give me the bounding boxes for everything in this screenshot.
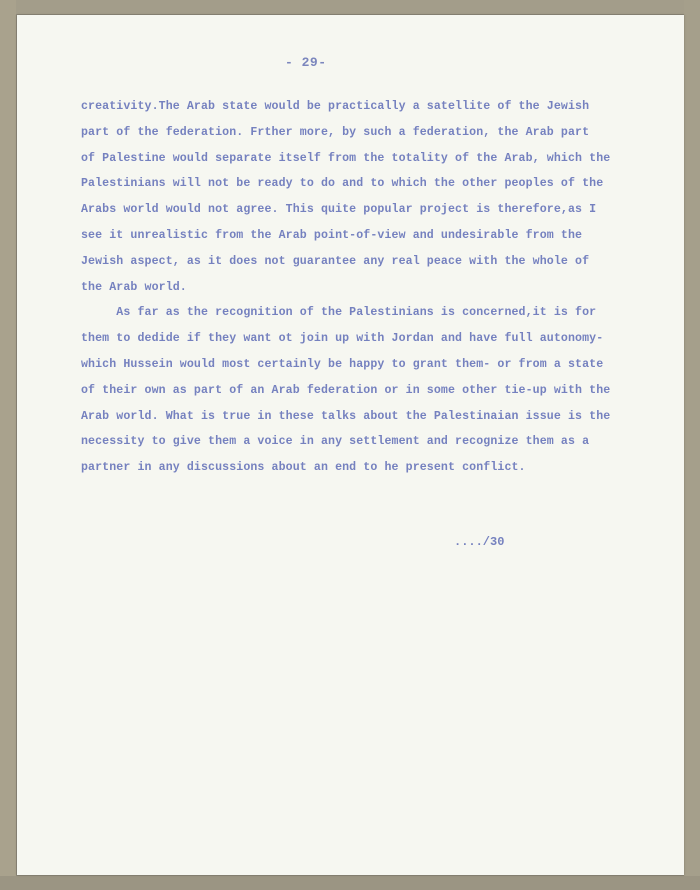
continuation-marker: ..../30 bbox=[454, 535, 505, 549]
text-line: partner in any discussions about an end to he present conflict. bbox=[81, 461, 526, 475]
text-line: Arabs world would not agree. This quite popular project is therefore,as I bbox=[81, 203, 597, 217]
text-line: of their own as part of an Arab federation or in some other tie-up with the bbox=[81, 383, 611, 397]
body-text bbox=[81, 94, 681, 481]
text-line: necessity to give them a voice in any settlement and recognize them as a bbox=[81, 435, 590, 449]
scan-border-top bbox=[0, 0, 700, 14]
scan-border-bottom bbox=[0, 876, 700, 890]
text-line: Palestinians will not be ready to do and to which the other peoples of the bbox=[81, 177, 604, 191]
text-line: them to dedide if they want ot join up with Jordan and have full autonomy- bbox=[81, 332, 604, 346]
text-line: the Arab world. bbox=[81, 280, 187, 294]
text-line: which Hussein would most certainly be happy to grant them- or from a state bbox=[81, 357, 604, 371]
scan-border-left bbox=[0, 0, 16, 890]
text-line: see it unrealistic from the Arab point-of-view and undesirable from the bbox=[81, 228, 583, 242]
text-line: of Palestine would separate itself from the totality of the Arab, which the bbox=[81, 151, 611, 165]
page-number: - 29- bbox=[285, 55, 327, 70]
text-line: Jewish aspect, as it does not guarantee any real peace with the whole of bbox=[81, 254, 590, 268]
scan-border-right bbox=[684, 0, 700, 890]
document-page bbox=[17, 15, 684, 875]
text-line: As far as the recognition of the Palestinians is concerned,it is for bbox=[81, 306, 597, 320]
text-line: creativity.The Arab state would be practically a satellite of the Jewish bbox=[81, 100, 590, 113]
text-line: part of the federation. Frther more, by such a federation, the Arab part bbox=[81, 125, 590, 139]
text-line: Arab world. What is true in these talks about the Palestinaian issue is the bbox=[81, 409, 611, 423]
